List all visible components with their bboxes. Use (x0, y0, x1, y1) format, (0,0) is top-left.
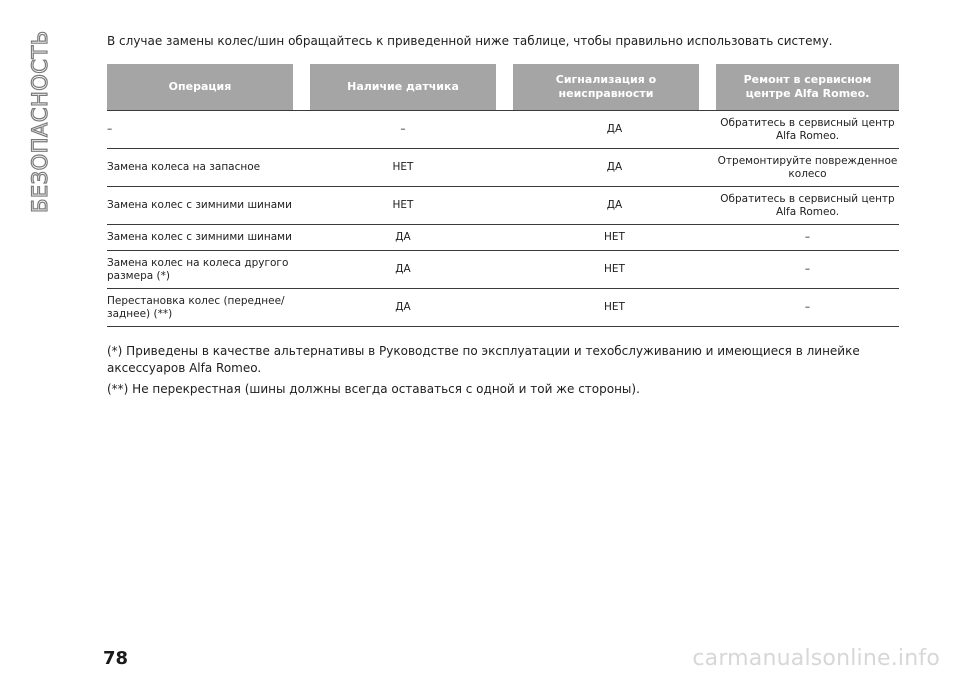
cell-repair: – (716, 225, 899, 251)
header-fault-signal: Сигнализация о неисправности (513, 64, 699, 111)
cell-repair: – (716, 251, 899, 289)
cell-sensor: – (293, 111, 513, 149)
cell-repair: Отремонтируйте поврежденное колесо (716, 149, 899, 187)
cell-signal: НЕТ (513, 225, 716, 251)
footnote-1: (*) Приведены в качестве альтернативы в Руководстве по эксплуатации и техобслуживанию и имеющиеся в линейке аксессуаров Alfa Romeo. (107, 344, 860, 375)
intro-text: В случае замены колес/шин обращайтесь к приведенной ниже таблице, чтобы правильно использовать систему. (107, 34, 833, 48)
table-row (107, 251, 899, 289)
footnote-2: (**) Не перекрестная (шины должны всегда оставаться с одной и той же стороны). (107, 382, 640, 396)
cell-sensor: ДА (293, 251, 513, 289)
header-operation: Операция (107, 64, 293, 111)
cell-repair: – (716, 289, 899, 327)
page-number: 78 (103, 648, 129, 669)
cell-sensor: ДА (293, 289, 513, 327)
table-row (107, 289, 899, 327)
cell-operation: Замена колес на колеса другого размера (*) (107, 251, 293, 289)
cell-sensor: НЕТ (293, 187, 513, 225)
cell-sensor: НЕТ (293, 149, 513, 187)
cell-signal: НЕТ (513, 289, 716, 327)
cell-operation: Перестановка колес (переднее/заднее) (**) (107, 289, 293, 327)
cell-signal: ДА (513, 187, 716, 225)
cell-sensor: ДА (293, 225, 513, 251)
cell-signal: ДА (513, 111, 716, 149)
cell-operation: Замена колес с зимними шинами (107, 187, 293, 225)
table-row (107, 225, 899, 251)
table-row (107, 111, 899, 149)
table-row (107, 187, 899, 225)
tpms-table (107, 64, 899, 327)
cell-signal: ДА (513, 149, 716, 187)
section-title: БЕЗОПАСНОСТЬ (28, 30, 52, 213)
table-header-row (107, 64, 899, 111)
cell-signal: НЕТ (513, 251, 716, 289)
header-sensor-presence: Наличие датчика (310, 64, 496, 111)
cell-repair: Обратитесь в сервисный центр Alfa Romeo. (716, 187, 899, 225)
cell-repair: Обратитесь в сервисный центр Alfa Romeo. (716, 111, 899, 149)
header-service-repair: Ремонт в сервисном центре Alfa Romeo. (716, 64, 899, 111)
footnotes (107, 343, 907, 402)
table-row (107, 149, 899, 187)
watermark: carmanualsonline.info (692, 646, 940, 671)
cell-operation: Замена колес с зимними шинами (107, 225, 293, 251)
cell-operation: – (107, 111, 293, 149)
cell-operation: Замена колеса на запасное (107, 149, 293, 187)
